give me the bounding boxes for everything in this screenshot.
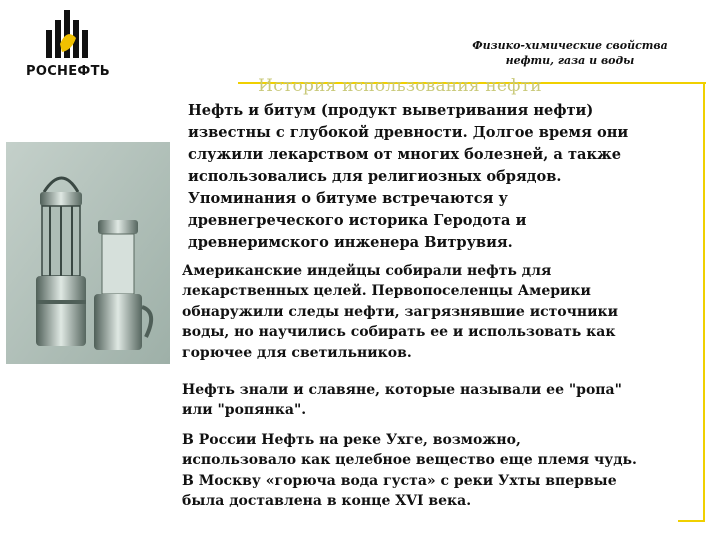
paragraph-russia-ukhta: В России Нефть на реке Ухге, возможно, использовало как целебное вещество еще племя чудь. В Москву «горюча вода густа» с реки Ухты впервые была доставлена в конце XVI века.	[182, 432, 637, 510]
paragraph-american-indians: Американские индейцы собирали нефть для лекарственных целей. Первопоселенцы Америки обнаружили следы нефти, загрязнявшие источники воды, но научились собирать ее и использовать как горючее для светильников.	[182, 263, 618, 361]
bottom-accent-line	[678, 520, 705, 522]
paragraph-ancient-use: Нефть и битум (продукт выветривания нефти) известны с глубокой древности. Долгое время они служили лекарством от многих болезней, а также использовались для религиозных обрядов. Упоминания о битуме встречаются у древнегреческого историка Геродота и древнеримского инженера Витрувия.	[188, 102, 629, 251]
right-vertical-line	[703, 82, 705, 522]
lamps-illustration	[6, 142, 170, 364]
presentation-subtitle: Физико-химические свойства нефти, газа и воды	[472, 39, 668, 67]
logo-text: РОСНЕФТЬ	[26, 64, 110, 79]
rosneft-emblem-icon	[42, 8, 94, 62]
section-title: История использования нефти	[258, 76, 542, 96]
rosneft-logo	[14, 6, 122, 86]
mining-lamps-photo	[6, 142, 170, 364]
paragraph-slavs: Нефть знали и славяне, которые называли ее "ропа" или "ропянка".	[182, 382, 622, 419]
